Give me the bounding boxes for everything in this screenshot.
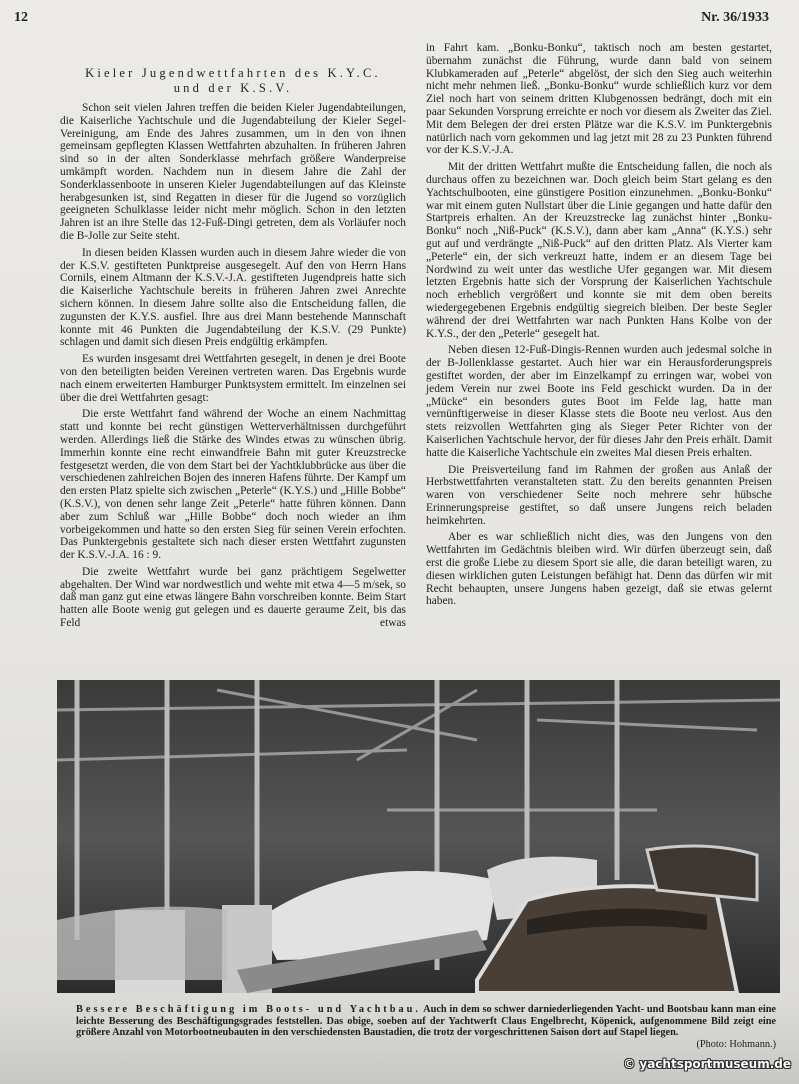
photo-credit: (Photo: Hohmann.)	[696, 1038, 776, 1050]
issue-number: Nr. 36/1933	[701, 10, 769, 25]
paragraph: In diesen beiden Klassen wurden auch in diesem Jahre wieder die von der K.S.V. gestifteten Punktpreise ausgesegelt. Auf den von Herrn Hans Cornils, einem Altmann der K.S.V.-J.A. gestifteten Jugendpreis hatte sich die Kaiserliche Yachtschule bereits in früheren Jahren zwei Anrechte sichern können. In diesem Jahre sollte also die Entscheidung fallen, die zugunsten der K.Y.S. ausfiel. Ihre aus drei Mann bestehende Mannschaft konnte mit 46 Punkten die Jugendabteilung der K.S.V. (29 Punkte) schlagen und damit sich diesen Preis endgültig erkämpfen.	[60, 246, 406, 349]
article-title	[60, 66, 406, 96]
caption-lead: Bessere Beschäftigung im Boots- und Yachtbau.	[76, 1004, 421, 1015]
article-title-line2: und der K.S.V.	[173, 81, 293, 95]
page-number: 12	[14, 10, 28, 25]
paragraph: Neben diesen 12-Fuß-Dingis-Rennen wurden auch jedesmal solche in der B-Jollenklasse gestartet. Auch hier war ein Herausforderungspreis gestiftet worden, der aber im Einzelkampf zu erringen war, wobei von jedem Verein nur zwei Boote ins Feld geschickt wurden. Da in der „Mücke“ ein besonders gutes Boot im Felde lag, hatte man vernünftigerweise in dieser Klasse stets die Boote neu verlost. Aus den stets reizvollen Wettfahrten ging als Sieger Peter Richter von der Kaiserlichen Yachtschule hervor, der für dieses Jahr den Preis erhält. Damit hatte die Kaiserliche Yachtschule ein zweites Mal diesen Preis erhalten.	[426, 344, 772, 459]
boatyard-photo	[57, 680, 780, 993]
paragraph: Die Preisverteilung fand im Rahmen der großen aus Anlaß der Herbstwettfahrten veranstalteten statt. Zu den bereits genannten Preisen waren von verschiedener Seite noch mehrere sehr hübsche Erinnerungspreise gestiftet, so daß unsere Jungens reich beladen heimkehrten.	[426, 463, 772, 527]
paragraph: in Fahrt kam. „Bonku-Bonku“, taktisch noch am besten gestartet, übernahm zunächst die Führung, wurde dann bald von seinem Klubkameraden auf „Peterle“ abgelöst, der sich den Sieg auch weiterhin nicht mehr nehmen ließ. „Bonku-Bonku“ wurde schließlich kurz vor dem Ziel noch hart von seinem dritten Klubgenossen bedrängt, doch mit ein paar Sekunden Vorsprung erreichte er noch vor diesem als Zweiter das Ziel. Mit dem Belegen der drei ersten Plätze war die K.S.V. im Punktergebnis natürlich nach vorn gekommen und lag jetzt mit 28 zu 23 Punkten führend vor der K.S.V.-J.A.	[426, 42, 772, 157]
caption-text: Auch in dem so schwer darniederliegenden Yacht- und Bootsbau kann man eine leichte Besserung des Beschäftigungsgrades feststellen. Das obige, soeben auf der Yachtwerft Claus Engelbrecht, Köpenick, aufgenommene Bild zeigt eine größere Anzahl von Motorbootneubauten in den verschiedensten Baustadien, die trotz der vorgeschrittenen Saison dort auf Stapel liegen.	[76, 1004, 776, 1039]
article-right-column	[426, 42, 772, 612]
paragraph: Die zweite Wettfahrt wurde bei ganz prächtigem Segelwetter abgehalten. Der Wind war nordwestlich und wehte mit etwa 4—5 m/sek, so daß man ganz gut eine etwas längere Bahn vorschreiben konnte. Beim Start hatten alle Boote wenig gut gelegen und es dauerte geraume Zeit, bis das Feld etwas	[60, 565, 406, 630]
photo-caption	[76, 1004, 776, 1050]
article-left-column	[60, 60, 406, 634]
paragraph: Aber es war schließlich nicht dies, was den Jungens von den Wettfahrten im Gedächtnis bleiben wird. Wir dürfen überzeugt sein, daß erst die große Liebe zu diesem Sport sie alle, die daran beteiligt waren, zu diesen wirklichen guten Leistungen befähigt hat. Denn das dürfen wir mit Recht behaupten, unsere Jungens haben gezeigt, daß sie etwas gelernt haben.	[426, 531, 772, 608]
paragraph: Schon seit vielen Jahren treffen die beiden Kieler Jugendabteilungen, die Kaiserliche Yachtschule und die Jugendabteilung der Kieler Segel-Vereinigung, am Ende des Jahres zusammen, um in den von ihnen gemeinsam gepflegten Klassen Wettfahrten abzuhalten. In früheren Jahren sind so in der alten Sonderklasse mehrfach größere Wanderpreise umkämpft worden. Nachdem nun in diesem Jahre die Zahl der Sonderklassenboote in unseren Kieler Jugendabteilungen auf das Kleinste herabgesunken ist, sind Regatten in dieser für die Jugend so vorzüglich geeigneten Schulklasse leider nicht mehr möglich. Schon in den letzten Jahren ist an ihre Stelle das 12-Fuß-Dingi getreten, dem als Vorläufer noch die B-Jolle zur Seite steht.	[60, 102, 406, 242]
article-title-line1: Kieler Jugendwettfahrten des K.Y.C.	[85, 66, 381, 80]
watermark: © yachtsportmuseum.de	[623, 1057, 791, 1071]
paragraph: Die erste Wettfahrt fand während der Woche an einem Nachmittag statt und konnte bei recht günstigen Wetterverhältnissen durchgeführt werden. Allerdings ließ die Stärke des Windes etwas zu wünschen übrig. Immerhin konnte eine recht einwandfreie Bahn mit guter Kreuzstrecke festgesetzt werden, die von dem Start bei der Yachtklubbrücke aus über die verschiedenen zahlreichen Bojen des inneren Hafens führte. Der Kampf um den ersten Platz spielte sich zwischen „Peterle“ (K.Y.S.) und „Hille Bobbe“ (K.S.V.), von denen sehr lange Zeit „Peterle“ hatte führen können. Dann aber zum Schluß war „Hille Bobbe“ doch noch wieder an ihm vorbeigekommen und hatte so den ersten Sieg für seinen Verein erfochten. Das Punktergebnis gestaltete sich nach dieser ersten Wettfahrt zugunsten der K.S.V.-J.A. 16 : 9.	[60, 408, 406, 562]
paragraph: Mit der dritten Wettfahrt mußte die Entscheidung fallen, die noch als durchaus offen zu bezeichnen war. Doch gleich beim Start gelang es den Yachtschulbooten, eine günstigere Position einzunehmen. „Bonku-Bonku“ war mit einem guten Nullstart über die Linie gegangen und hatte dafür den Startpreis erhalten. An der Kreuzstrecke lag zunächst hinter „Bonku-Bonku“ noch „Niß-Puck“ (K.S.V.), dann aber kam „Anna“ (K.Y.S.) sehr gut auf und verdrängte „Niß-Puck“ auf den dritten Platz. Als Vierter kam „Peterle“ ein, der sich verkreuzt hatte, indem er an diesem Tage bei Nordwind zu weit unter das westliche Ufer gegangen war. Mit diesem letzten Ergebnis hatte sich der Vorsprung der Kaiserlichen Yachtschule noch erheblich vergrößert und konnte sie mit dem oben bereits wiedergegebenen Ergebnis endgültig siegreich bleiben. Der beste Segler während der drei Wettfahrten war nach Punkten Hans Kolbe von der K.Y.S., der den „Peterle“ gesegelt hat.	[426, 161, 772, 340]
paragraph: Es wurden insgesamt drei Wettfahrten gesegelt, in denen je drei Boote von den beteiligten beiden Vereinen vertreten waren. Das Ergebnis wurde nach einem erweiterten Hamburger Punktsystem ermittelt. Im einzelnen sei über die drei Wettfahrten gesagt:	[60, 353, 406, 404]
